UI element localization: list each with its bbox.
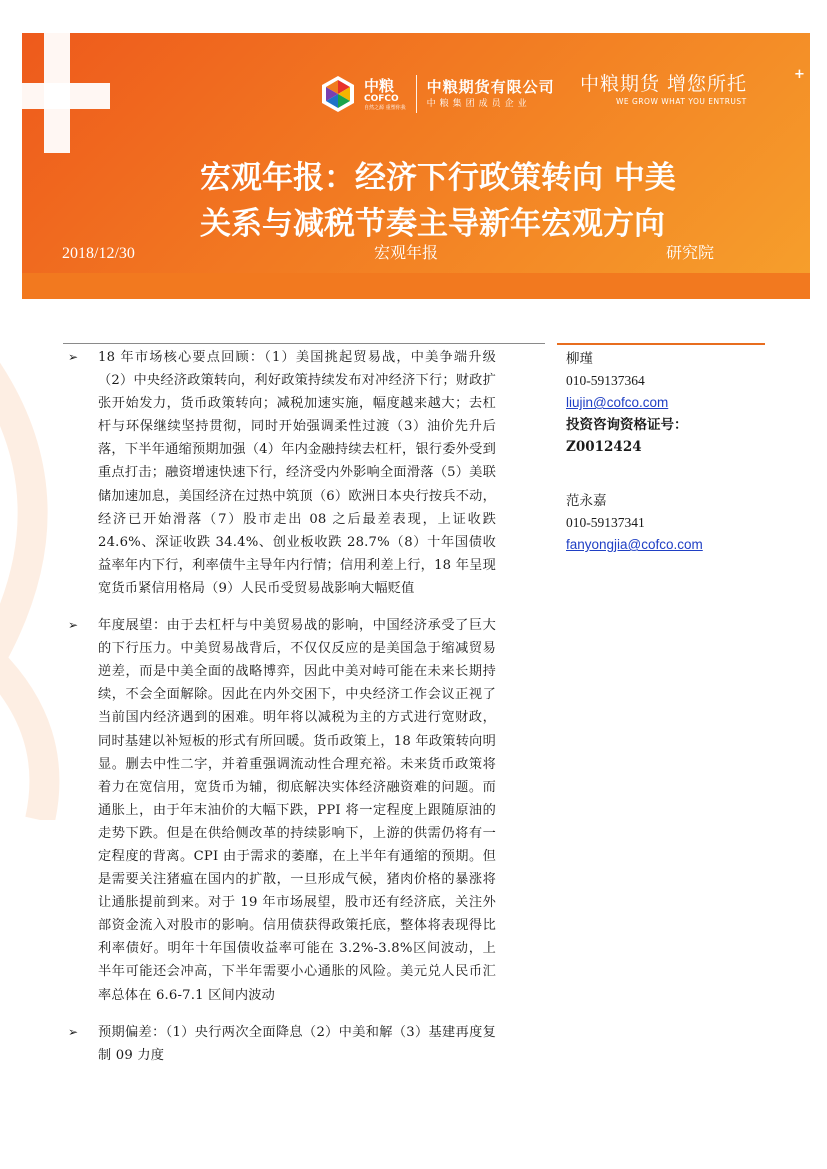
cofco-logo-icon (318, 74, 358, 114)
key-points (66, 346, 496, 1081)
slogan-en: WE GROW WHAT YOU ENTRUST (616, 97, 747, 106)
slogan-plus-icon: + (794, 67, 805, 82)
analyst-cert-label: 投资咨询资格证号： (566, 417, 688, 433)
bullet-arrow-icon: ➢ (68, 618, 79, 633)
bullet-review (66, 346, 496, 600)
bullet-deviation (66, 1021, 496, 1067)
logo-divider (416, 75, 417, 113)
analyst-name: 范永嘉 (566, 493, 607, 508)
analyst-email-link[interactable]: fanyongjia@cofco.com (566, 537, 703, 552)
slogan-cn: 中粮期货 增您所托 (580, 73, 748, 95)
analyst-divider (557, 343, 765, 345)
title-line-2: 关系与减税节奏主导新年宏观方向 (200, 206, 665, 242)
bullet-arrow-icon: ➢ (68, 350, 79, 364)
company-subtitle: 中粮集团成员企业 (426, 99, 531, 109)
analyst-phone: 010-59137341 (566, 515, 645, 530)
logo-en-text: COFCO (364, 93, 399, 104)
plus-decoration-icon (22, 33, 132, 183)
bullet-outlook (66, 614, 496, 1007)
slogan (580, 67, 805, 107)
content-divider (63, 343, 545, 344)
report-date: 2018/12/30 (62, 245, 135, 262)
bullet-arrow-icon: ➢ (68, 1024, 79, 1039)
company-name: 中粮期货有限公司 (426, 78, 555, 96)
bullet-text: 18 年市场核心要点回顾：（1）美国挑起贸易战，中美争端升级（2）中央经济政策转向，利好政策持续发布对冲经济下行；财政扩张开始发力，货币政策转向；减税加速实施，幅度越来越大；去杠杆与环保继续坚持贯彻，同时开始强调柔性过渡（3）油价先升后落，下半年通缩预期加强（4）年内金融持续去杠杆，银行委外受到重点打击；融资增速快速下行，经济受内外影响全面滑落（5）美联储加速加息，美国经济在过热中筑顶（6）欧洲日本央行按兵不动，经济已开始滑落（7）股市走出 08 之后最差表现，上证收跌 24.6%、深证收跌 34.4%、创业板收跌 28.7%（8）十年国债收益率年内下行，利率债牛主导年内行情；信用利差上行，18 年呈现宽货币紧信用格局（9）人民币受贸易战影响大幅贬值 (98, 350, 496, 596)
analyst-phone: 010-59137364 (566, 373, 645, 388)
meta-bar (22, 273, 810, 299)
analyst-2 (566, 490, 786, 556)
analyst-email-link[interactable]: liujin@cofco.com (566, 395, 669, 410)
analyst-contacts (566, 348, 786, 588)
bullet-text: 年度展望：由于去杠杆与中美贸易战的影响，中国经济承受了巨大的下行压力。中美贸易战背后，不仅仅反应的是美国急于缩减贸易逆差，而是中美全面的战略博弈，因此中美对峙可能在未来长期持续，不会全面解除。因此在内外交困下，中央经济工作会议正视了当前国内经济遇到的困难。明年将以减税为主的方式进行宽财政，同时基建以补短板的形式有所回暖。货币政策上，18 年政策转向明显。删去中性二字，并着重强调流动性合理充裕。未来货币政策将着力在宽信用，宽货币为辅，彻底解决实体经济融资难的问题。而通胀上，由于年末油价的大幅下跌，PPI 将一定程度上跟随原油的走势下跌。但是在供给侧改革的持续影响下，上游的供需仍将有一定程度的背离。CPI 由于需求的萎靡，在上半年有通缩的预期。但是需要关注猪瘟在国内的扩散，一旦形成气候，猪肉价格的暴涨将让通胀提前到来。对于 19 年市场展望，股市还有经济底，关注外部资金流入对股市的影响。信用债获得政策托底，整体将表现得比利率债好。明年十年国债收益率可能在 3.2%-3.8%区间波动，上半年可能还会冲高，下半年需要小心通胀的风险。美元兑人民币汇率总体在 6.6-7.1 区间内波动 (98, 618, 496, 1003)
logo-cn-text: 中粮 (364, 76, 395, 95)
analyst-name: 柳瑾 (566, 351, 593, 366)
report-type: 宏观年报 (374, 245, 439, 262)
report-title (200, 155, 800, 247)
title-line-1: 宏观年报：经济下行政策转向 中美 (200, 160, 676, 196)
analyst-1 (566, 348, 786, 458)
analyst-cert-number: Z0012424 (566, 439, 642, 455)
bullet-text: 预期偏差：（1）央行两次全面降息（2）中美和解（3）基建再度复制 09 力度 (98, 1024, 496, 1063)
report-department: 研究院 (666, 245, 715, 262)
cofco-logo (318, 69, 555, 119)
logo-tagline: 自然之源 重塑你我 (364, 104, 406, 111)
